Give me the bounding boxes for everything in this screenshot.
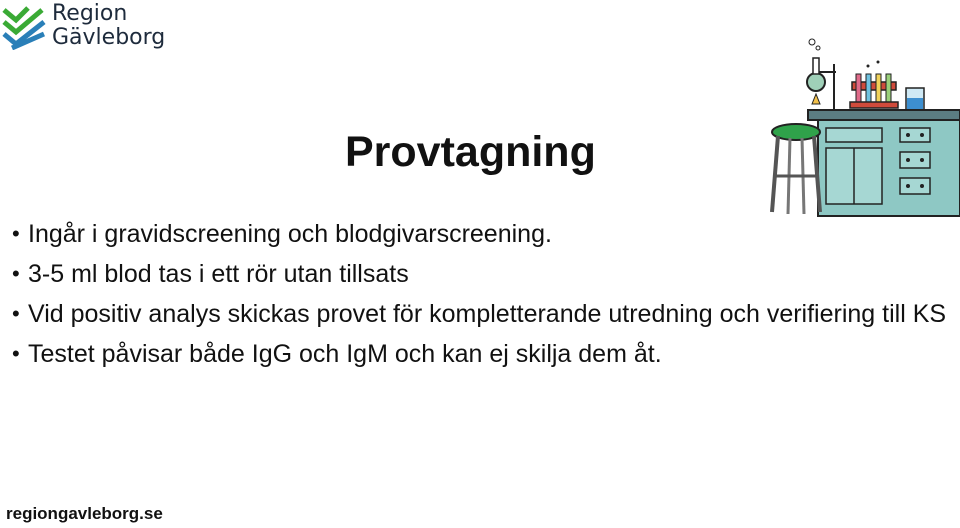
laboratory-bench-illustration (764, 36, 960, 222)
bullet-item-4: • Testet påvisar både IgG och IgM och kan ej skilja dem åt. (12, 338, 952, 370)
bullet-list (12, 218, 952, 378)
bullet-item-3: • Vid positiv analys skickas provet för kompletterande utredning och verifiering till KS (12, 298, 952, 330)
logo-waves-icon (2, 4, 46, 50)
bullet-item-2: • 3-5 ml blod tas i ett rör utan tillsats (12, 258, 952, 290)
logo-text (52, 2, 165, 50)
beaker-icon (906, 88, 924, 110)
region-gavleborg-logo (2, 2, 192, 54)
flask-icon (807, 39, 836, 110)
stool-icon (772, 124, 820, 214)
logo-line-1: Region (52, 1, 128, 26)
logo-line-2: Gävleborg (52, 25, 166, 50)
slide-title: Provtagning (345, 128, 596, 176)
footer-website: regiongavleborg.se (6, 504, 163, 523)
test-tube-rack-icon (850, 61, 898, 109)
bullet-item-1: • Ingår i gravidscreening och blodgivarscreening. (12, 218, 952, 250)
